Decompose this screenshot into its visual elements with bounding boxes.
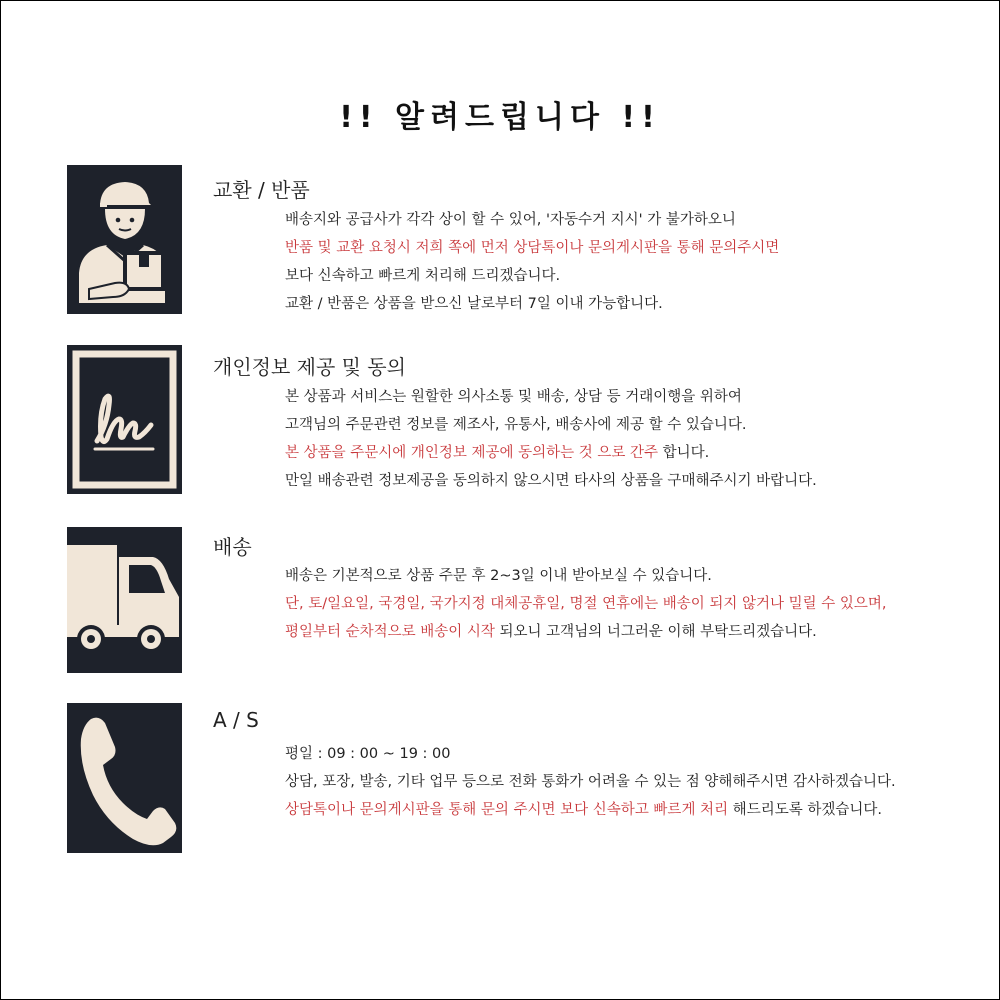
- body-text: 배송은 기본적으로 상품 주문 후 2~3일 이내 받아보실 수 있습니다.: [285, 568, 712, 584]
- body-text: 평일 : 09 : 00 ~ 19 : 00: [285, 746, 451, 762]
- body-text: 본 상품과 서비스는 원할한 의사소통 및 배송, 상담 등 거래이행을 위하여: [285, 389, 742, 405]
- body-line: [285, 562, 887, 590]
- body-line: [285, 467, 817, 495]
- section-title: 개인정보 제공 및 동의: [213, 355, 406, 379]
- body-text: 배송지와 공급사가 각각 상이 할 수 있어, '자동수거 지시' 가 불가하오니: [285, 212, 736, 228]
- body-line: [285, 618, 887, 646]
- body-text: 합니다.: [658, 445, 710, 461]
- body-text: 교환 / 반품은 상품을 받으신 날로부터 7일 이내 가능합니다.: [285, 296, 663, 312]
- section-title: 배송: [213, 535, 252, 559]
- section-title: A / S: [213, 708, 259, 732]
- body-text: 만일 배송관련 정보제공을 동의하지 않으시면 타사의 상품을 구매해주시기 바랍니다.: [285, 473, 817, 489]
- body-text: 상담, 포장, 발송, 기타 업무 등으로 전화 통화가 어려울 수 있는 점 양해해주시면 감사하겠습니다.: [285, 774, 896, 790]
- body-line: [285, 796, 896, 824]
- body-line: [285, 740, 896, 768]
- body-line: [285, 290, 779, 318]
- body-text: 되오니 고객님의 너그러운 이해 부탁드리겠습니다.: [494, 624, 817, 640]
- phone-icon: [67, 703, 182, 853]
- delivery-person-icon: [67, 165, 182, 314]
- body-line: [285, 439, 817, 467]
- highlighted-text: 단, 토/일요일, 국경일, 국가지정 대체공휴일, 명절 연휴에는 배송이 되지 않거나 밀릴 수 있으며,: [285, 596, 887, 612]
- body-text: 해드리도록 하겠습니다.: [728, 802, 882, 818]
- body-line: [285, 234, 779, 262]
- body-text: 고객님의 주문관련 정보를 제조사, 유통사, 배송사에 제공 할 수 있습니다.: [285, 417, 747, 433]
- section-body: [285, 740, 896, 824]
- signature-icon: [67, 345, 182, 494]
- body-line: [285, 206, 779, 234]
- body-line: [285, 262, 779, 290]
- section-body: [285, 562, 887, 646]
- body-text: 보다 신속하고 빠르게 처리해 드리겠습니다.: [285, 268, 561, 284]
- body-line: [285, 383, 817, 411]
- highlighted-text: 평일부터 순차적으로 배송이 시작: [285, 624, 495, 640]
- highlighted-text: 반품 및 교환 요청시 저희 쪽에 먼저 상담톡이나 문의게시판을 통해 문의주시면: [285, 240, 780, 256]
- body-line: [285, 590, 887, 618]
- truck-icon: [67, 527, 182, 673]
- page-title: !! 알려드립니다 !!: [339, 100, 661, 135]
- highlighted-text: 상담톡이나 문의게시판을 통해 문의 주시면 보다 신속하고 빠르게 처리: [285, 802, 729, 818]
- body-line: [285, 411, 817, 439]
- section-body: [285, 206, 779, 318]
- section-body: [285, 383, 817, 495]
- body-line: [285, 768, 896, 796]
- highlighted-text: 본 상품을 주문시에 개인정보 제공에 동의하는 것 으로 간주: [285, 445, 659, 461]
- section-title: 교환 / 반품: [213, 178, 310, 202]
